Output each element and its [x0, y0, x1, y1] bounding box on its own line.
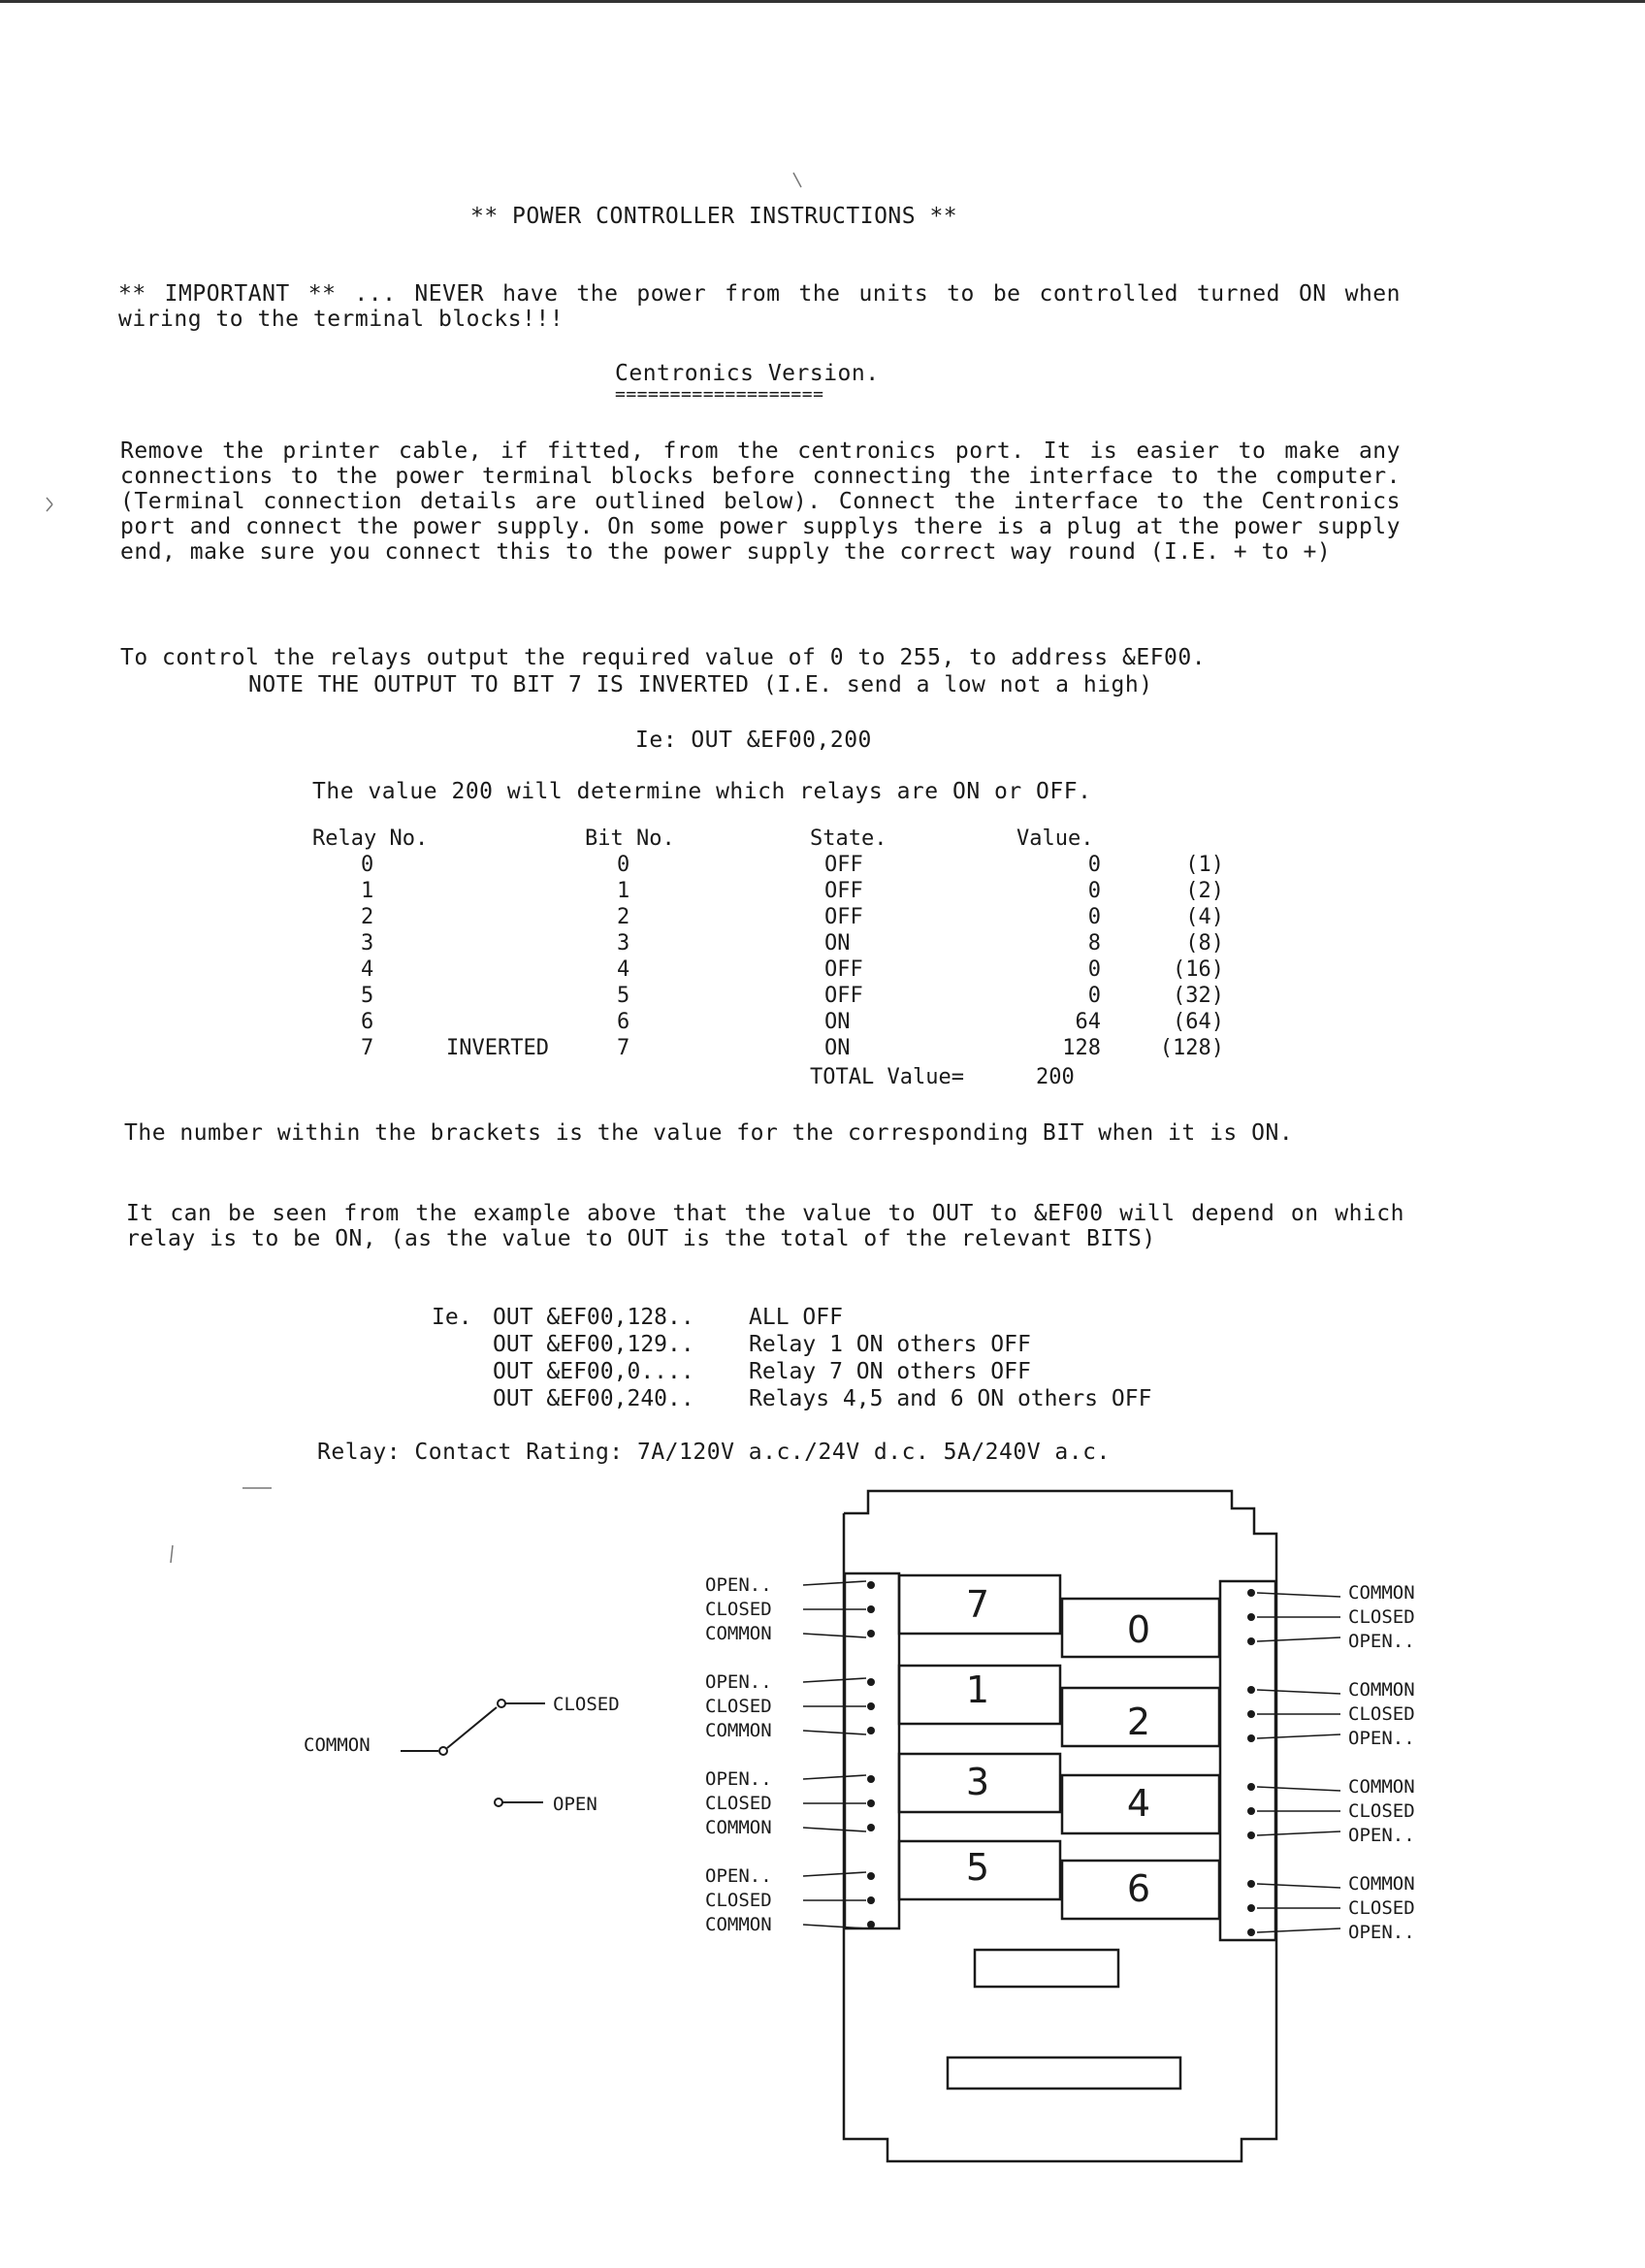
left-terminal-label: COMMON [705, 1623, 772, 1644]
left-lead-line [803, 1925, 866, 1928]
cell-value: 0 [1087, 853, 1101, 877]
left-terminal-label: OPEN.. [705, 1574, 772, 1596]
left-terminal-screw [867, 1605, 875, 1613]
right-terminal-label: CLOSED [1348, 1800, 1415, 1822]
right-terminal-screw [1247, 1928, 1255, 1936]
right-lead-line [1257, 1690, 1340, 1694]
examples-prefix: Ie. [432, 1305, 472, 1330]
left-terminal-label: CLOSED [705, 1599, 772, 1620]
cell-bracket: (64) [1173, 1010, 1224, 1034]
example-description: The value 200 will determine which relays are ON or OFF. [312, 779, 1092, 804]
left-lead-line [803, 1581, 866, 1585]
cell-bracket: (8) [1185, 931, 1224, 956]
cell-bit: 7 [617, 1036, 630, 1060]
right-terminal-label: COMMON [1348, 1873, 1415, 1895]
cell-bracket: (1) [1185, 853, 1224, 877]
cell-bit: 4 [617, 957, 630, 982]
cell-value: 0 [1087, 984, 1101, 1008]
cell-bit: 0 [617, 853, 630, 877]
left-lead-line [803, 1775, 866, 1779]
left-terminal-screw [867, 1799, 875, 1807]
right-terminal-label: CLOSED [1348, 1606, 1415, 1628]
relay-number: 0 [1126, 1608, 1151, 1651]
cell-relay: 2 [361, 905, 374, 929]
example-cmd: OUT &EF00,240.. [493, 1386, 694, 1411]
example-desc: Relays 4,5 and 6 ON others OFF [749, 1386, 1152, 1411]
header-state: State. [810, 826, 887, 851]
relay-number: 4 [1126, 1782, 1151, 1825]
right-terminal-screw [1247, 1589, 1255, 1597]
left-lead-line [803, 1731, 866, 1734]
paragraph-setup: Remove the printer cable, if fitted, from the centronics port. It is easier to make any connections to the power terminal blocks before connecting the interface to the computer. (Terminal connection details are outlined below). Connect the interface to the Centronics port and connect the power supply. On some power supplys there is a plug at the power supply end, make sure you connect this to the power supply the correct way round (I.E. + to +) [120, 438, 1401, 565]
cell-bracket: (16) [1173, 957, 1224, 982]
example-desc: Relay 7 ON others OFF [749, 1359, 1031, 1384]
cell-bracket: (2) [1185, 879, 1224, 903]
right-terminal-label: OPEN.. [1348, 1825, 1415, 1846]
right-terminal-label: CLOSED [1348, 1897, 1415, 1919]
example-desc: Relay 1 ON others OFF [749, 1332, 1031, 1357]
cell-state: ON [824, 1010, 851, 1034]
right-terminal-label: OPEN.. [1348, 1631, 1415, 1652]
cell-value: 64 [1075, 1010, 1101, 1034]
cell-note: INVERTED [446, 1036, 549, 1060]
relay-boxes [899, 1575, 1219, 1919]
example-desc: ALL OFF [749, 1305, 843, 1330]
cell-value: 0 [1087, 957, 1101, 982]
right-terminal-label: OPEN.. [1348, 1922, 1415, 1943]
relay-number: 1 [965, 1669, 990, 1711]
left-terminal-screw [867, 1824, 875, 1831]
left-terminal-label: COMMON [705, 1720, 772, 1741]
right-terminal-screw [1247, 1686, 1255, 1694]
left-terminal-label: COMMON [705, 1817, 772, 1838]
right-terminal-screw [1247, 1880, 1255, 1888]
cell-bit: 5 [617, 984, 630, 1008]
cell-relay: 3 [361, 931, 374, 956]
cell-relay: 4 [361, 957, 374, 982]
right-lead-line [1257, 1787, 1340, 1791]
subtitle-underline: =================== [615, 384, 824, 405]
cell-state: ON [824, 1036, 851, 1060]
right-lead-line [1257, 1928, 1340, 1932]
cell-relay: 5 [361, 984, 374, 1008]
cell-bracket: (32) [1173, 984, 1224, 1008]
right-lead-line [1257, 1734, 1340, 1738]
header-bit: Bit No. [585, 826, 675, 851]
left-lead-line [803, 1634, 866, 1637]
paragraph-brackets: The number within the brackets is the value for the corresponding BIT when it is ON. [124, 1120, 1294, 1146]
right-terminal-screw [1247, 1734, 1255, 1742]
cell-state: OFF [824, 853, 863, 877]
relay-number: 6 [1126, 1867, 1151, 1910]
left-lead-line [803, 1872, 866, 1876]
cell-bit: 6 [617, 1010, 630, 1034]
example-cmd: OUT &EF00,128.. [493, 1305, 694, 1330]
cell-value: 128 [1062, 1036, 1101, 1060]
relay-number: 5 [965, 1846, 990, 1889]
right-terminal-screw [1247, 1710, 1255, 1718]
scan-specks [47, 173, 801, 1563]
cell-relay: 1 [361, 879, 374, 903]
right-terminal-label: CLOSED [1348, 1703, 1415, 1725]
left-lead-line [803, 1678, 866, 1682]
paragraph-explanation: It can be seen from the example above that the value to OUT to &EF00 will depend on which relay is to be ON, (as the value to OUT is the total of the relevant BITS) [126, 1201, 1404, 1251]
cell-bit: 2 [617, 905, 630, 929]
right-terminal-screw [1247, 1904, 1255, 1912]
left-terminal-screw [867, 1678, 875, 1686]
relay-number: 3 [965, 1761, 990, 1803]
left-terminal-label: CLOSED [705, 1696, 772, 1717]
cell-relay: 6 [361, 1010, 374, 1034]
connector-slots [948, 1950, 1180, 2089]
total-label: TOTAL Value= [810, 1065, 964, 1089]
example-command: Ie: OUT &EF00,200 [635, 728, 872, 753]
left-terminal-screw [867, 1896, 875, 1904]
left-terminal-label: COMMON [705, 1914, 772, 1935]
right-lead-line [1257, 1831, 1340, 1835]
cell-state: OFF [824, 879, 863, 903]
total-value: 200 [1036, 1065, 1075, 1089]
header-relay: Relay No. [312, 826, 429, 851]
right-terminal-screw [1247, 1637, 1255, 1645]
left-terminal-screw [867, 1581, 875, 1589]
left-terminal-screw [867, 1630, 875, 1637]
right-terminal-label: COMMON [1348, 1776, 1415, 1798]
left-terminal-label: OPEN.. [705, 1768, 772, 1790]
left-terminal-label: OPEN.. [705, 1671, 772, 1693]
right-terminal-label: OPEN.. [1348, 1728, 1415, 1749]
cell-state: OFF [824, 905, 863, 929]
cell-state: ON [824, 931, 851, 956]
cell-value: 8 [1087, 931, 1101, 956]
right-terminal-label: COMMON [1348, 1679, 1415, 1701]
relay-number: 2 [1126, 1701, 1151, 1743]
right-terminal-block [1220, 1581, 1275, 1940]
cell-bit: 1 [617, 879, 630, 903]
right-lead-line [1257, 1884, 1340, 1888]
cell-bit: 3 [617, 931, 630, 956]
page-title: ** POWER CONTROLLER INSTRUCTIONS ** [470, 204, 958, 229]
cell-bracket: (4) [1185, 905, 1224, 929]
cell-state: OFF [824, 957, 863, 982]
left-terminal-screw [867, 1702, 875, 1710]
switch-closed-label: CLOSED [553, 1694, 620, 1715]
left-terminal-screw [867, 1872, 875, 1880]
right-lead-line [1257, 1593, 1340, 1597]
example-cmd: OUT &EF00,0.... [493, 1359, 694, 1384]
important-warning: ** IMPORTANT ** ... NEVER have the power from the units to be controlled turned ON when wiring to the terminal blocks!!! [118, 281, 1401, 332]
relay-number: 7 [965, 1583, 990, 1626]
left-terminal-screw [867, 1727, 875, 1734]
right-terminal-screw [1247, 1831, 1255, 1839]
example-cmd: OUT &EF00,129.. [493, 1332, 694, 1357]
contact-rating: Relay: Contact Rating: 7A/120V a.c./24V d.c. 5A/240V a.c. [317, 1440, 1111, 1465]
cell-relay: 0 [361, 853, 374, 877]
paragraph-control-line2: NOTE THE OUTPUT TO BIT 7 IS INVERTED (I.E. send a low not a high) [248, 672, 1153, 697]
cell-state: OFF [824, 984, 863, 1008]
right-terminal-screw [1247, 1613, 1255, 1621]
left-terminal-screw [867, 1921, 875, 1928]
right-terminal-label: COMMON [1348, 1582, 1415, 1604]
switch-schematic [401, 1700, 545, 1806]
right-terminal-screw [1247, 1783, 1255, 1791]
left-terminal-label: OPEN.. [705, 1865, 772, 1887]
right-terminal-screw [1247, 1807, 1255, 1815]
paragraph-control-line1: To control the relays output the required value of 0 to 255, to address &EF00. [120, 645, 1207, 670]
left-terminal-screw [867, 1775, 875, 1783]
switch-open-label: OPEN [553, 1794, 597, 1815]
header-value: Value. [1016, 826, 1094, 851]
left-lead-line [803, 1828, 866, 1831]
left-terminal-label: CLOSED [705, 1793, 772, 1814]
cell-bracket: (128) [1159, 1036, 1224, 1060]
cell-value: 0 [1087, 905, 1101, 929]
cell-value: 0 [1087, 879, 1101, 903]
switch-common-label: COMMON [304, 1734, 371, 1756]
left-terminal-label: CLOSED [705, 1890, 772, 1911]
cell-relay: 7 [361, 1036, 374, 1060]
right-lead-line [1257, 1637, 1340, 1641]
section-subtitle: Centronics Version. [615, 361, 880, 386]
